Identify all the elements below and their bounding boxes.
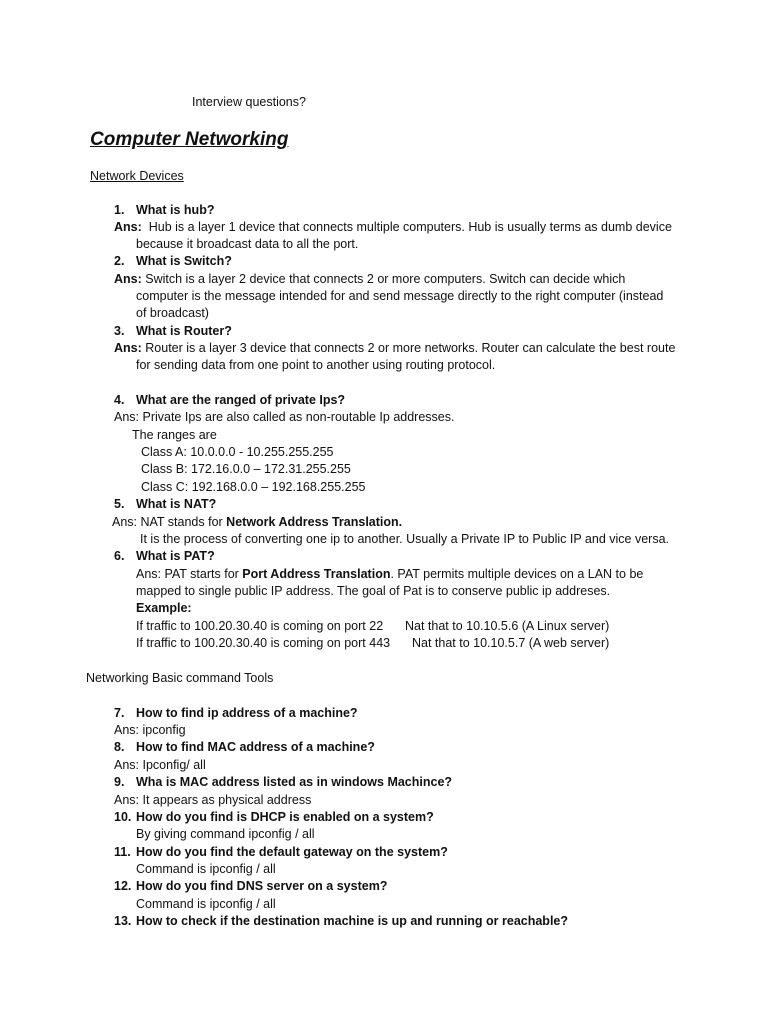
- answer-3-line-1: Ans: Router is a layer 3 device that connects 2 or more networks. Router can calculate the best route: [114, 341, 676, 355]
- example-2-action: Nat that to 10.10.5.7 (A web server): [412, 636, 610, 650]
- question-4: 4. What are the ranged of private Ips?: [114, 393, 346, 407]
- answer-12: Command is ipconfig / all: [136, 897, 276, 911]
- private-range-class-c: Class C: 192.168.0.0 – 192.168.255.255: [141, 480, 366, 494]
- example-2-condition: If traffic to 100.20.30.40 is coming on port 443: [136, 636, 391, 650]
- question-1: 1. What is hub?: [114, 203, 215, 217]
- question-3: 3. What is Router?: [114, 324, 232, 338]
- private-range-class-b: Class B: 172.16.0.0 – 172.31.255.255: [141, 462, 351, 476]
- answer-8: Ans: Ipconfig/ all: [114, 758, 206, 772]
- answer-10: By giving command ipconfig / all: [136, 827, 315, 841]
- example-1-action: Nat that to 10.10.5.6 (A Linux server): [405, 619, 610, 633]
- answer-2-line-1: Ans: Switch is a layer 2 device that connects 2 or more computers. Switch can decide which: [114, 272, 626, 286]
- answer-2-line-2: computer is the message intended for and send message directly to the right computer (instead: [136, 289, 664, 303]
- answer-5-line-2: It is the process of converting one ip to another. Usually a Private IP to Public IP and vice versa.: [140, 532, 669, 546]
- answer-7: Ans: ipconfig: [114, 723, 186, 737]
- answer-1-line-1: Ans: Hub is a layer 1 device that connects multiple computers. Hub is usually terms as dumb device: [114, 220, 672, 234]
- section-network-devices: Network Devices: [90, 169, 184, 183]
- answer-6-line-1: Ans: PAT starts for Port Address Translation. PAT permits multiple devices on a LAN to be: [136, 567, 644, 581]
- question-5: 5. What is NAT?: [114, 497, 217, 511]
- question-11: 11. How do you find the default gateway on the system?: [114, 845, 448, 859]
- answer-5-line-1: Ans: NAT stands for Network Address Translation.: [112, 515, 403, 529]
- question-10: 10. How do you find is DHCP is enabled on a system?: [114, 810, 434, 824]
- question-13: 13. How to check if the destination machine is up and running or reachable?: [114, 914, 569, 928]
- question-8: 8. How to find MAC address of a machine?: [114, 740, 375, 754]
- example-1-condition: If traffic to 100.20.30.40 is coming on port 22: [136, 619, 384, 633]
- section-networking-tools: Networking Basic command Tools: [86, 671, 274, 685]
- question-7: 7. How to find ip address of a machine?: [114, 706, 358, 720]
- private-range-class-a: Class A: 10.0.0.0 - 10.255.255.255: [141, 445, 334, 459]
- question-9: 9. Wha is MAC address listed as in windows Machince?: [114, 775, 453, 789]
- answer-6-line-2: mapped to single public IP address. The goal of Pat is to conserve public ip addreses.: [136, 584, 611, 598]
- example-label: Example:: [136, 601, 192, 615]
- question-2: 2. What is Switch?: [114, 254, 232, 268]
- header-text: Interview questions?: [192, 95, 306, 109]
- answer-9: Ans: It appears as physical address: [114, 793, 312, 807]
- answer-2-line-3: of broadcast): [136, 306, 209, 320]
- question-12: 12. How do you find DNS server on a system?: [114, 879, 388, 893]
- answer-3-line-2: for sending data from one point to another using routing protocol.: [136, 358, 496, 372]
- answer-4-line-2: The ranges are: [132, 428, 217, 442]
- page-title: Computer Networking: [90, 129, 289, 150]
- answer-4-line-1: Ans: Private Ips are also called as non-routable Ip addresses.: [114, 410, 455, 424]
- answer-11: Command is ipconfig / all: [136, 862, 276, 876]
- answer-1-line-2: because it broadcast data to all the port.: [136, 237, 359, 251]
- question-6: 6. What is PAT?: [114, 549, 215, 563]
